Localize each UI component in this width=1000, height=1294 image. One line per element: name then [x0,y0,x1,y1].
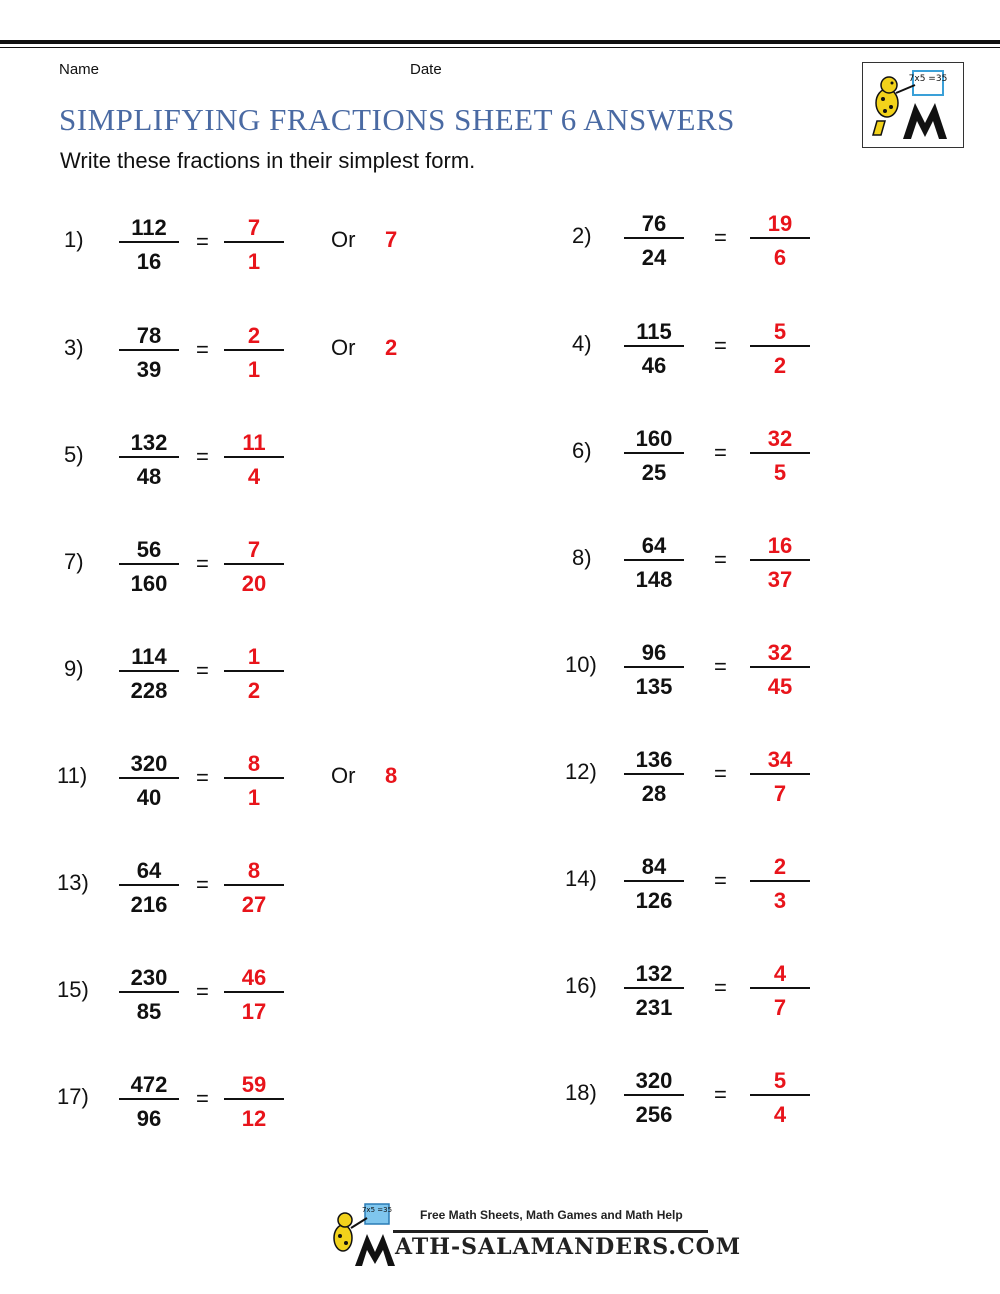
fraction-bar [224,1098,284,1100]
answer-denominator: 45 [767,674,793,699]
question-numerator: 320 [130,751,168,776]
footer-site-name: ATH-SALAMANDERS.COM [395,1234,742,1260]
answer-denominator: 4 [247,464,261,489]
fraction-bar [224,991,284,993]
fraction-bar [750,345,810,347]
fraction-bar [224,777,284,779]
question-numerator: 96 [641,640,667,665]
question-numerator: 115 [636,319,672,344]
question-numerator: 136 [635,747,673,772]
instruction-text: Write these fractions in their simplest form. [60,148,476,173]
fraction-bar [624,1094,684,1096]
answer-numerator: 8 [247,858,261,883]
answer-denominator: 2 [773,353,787,378]
answer-numerator: 2 [773,854,787,879]
equals-sign: = [714,547,727,572]
question-denominator: 28 [641,781,667,806]
fraction-bar [624,452,684,454]
fraction-bar [224,456,284,458]
answer-denominator: 3 [773,888,787,913]
question-numerator: 132 [130,430,168,455]
fraction-bar [624,987,684,989]
equals-sign: = [196,337,209,362]
answer-denominator: 1 [247,249,261,274]
problem-number: 18) [565,1080,597,1105]
top-rule-thick [0,40,1000,44]
problem-number: 10) [565,652,597,677]
question-denominator: 85 [136,999,162,1024]
fraction-bar [224,563,284,565]
fraction-bar [750,880,810,882]
footer-salamander-icon [325,1200,395,1270]
problem-number: 16) [565,973,597,998]
answer-numerator: 32 [767,426,793,451]
question-denominator: 231 [635,995,673,1020]
question-denominator: 96 [136,1106,162,1131]
question-numerator: 230 [130,965,168,990]
fraction-bar [119,670,179,672]
question-denominator: 216 [130,892,168,917]
question-numerator: 64 [641,533,667,558]
or-label: Or [331,335,356,360]
fraction-bar [624,237,684,239]
question-numerator: 132 [635,961,673,986]
answer-denominator: 27 [241,892,267,917]
date-label: Date [410,61,442,78]
footer-rule [393,1230,708,1233]
question-denominator: 46 [641,353,667,378]
equals-sign: = [714,975,727,1000]
answer-denominator: 7 [773,781,787,806]
question-numerator: 84 [641,854,667,879]
answer-numerator: 5 [773,1068,787,1093]
answer-numerator: 7 [247,537,261,562]
question-numerator: 320 [635,1068,673,1093]
question-numerator: 56 [136,537,162,562]
fraction-bar [750,452,810,454]
fraction-bar [750,1094,810,1096]
question-denominator: 25 [641,460,667,485]
answer-numerator: 32 [767,640,793,665]
problem-number: 14) [565,866,597,891]
problem-number: 5) [64,442,84,467]
fraction-bar [119,1098,179,1100]
fraction-bar [750,773,810,775]
fraction-bar [624,880,684,882]
equals-sign: = [196,658,209,683]
whole-number-answer: 2 [385,335,398,360]
equals-sign: = [196,765,209,790]
problem-number: 1) [64,227,84,252]
fraction-bar [224,884,284,886]
whole-number-answer: 8 [385,763,398,788]
equals-sign: = [714,654,727,679]
question-denominator: 16 [136,249,162,274]
question-numerator: 472 [130,1072,168,1097]
fraction-bar [119,777,179,779]
answer-denominator: 37 [767,567,793,592]
question-numerator: 78 [136,323,162,348]
fraction-bar [624,559,684,561]
question-numerator: 76 [641,211,667,236]
problem-number: 4) [572,331,592,356]
problem-number: 17) [57,1084,89,1109]
footer-tagline: Free Math Sheets, Math Games and Math Help [420,1208,683,1222]
answer-numerator: 59 [241,1072,267,1097]
question-denominator: 135 [635,674,673,699]
problem-number: 12) [565,759,597,784]
equals-sign: = [714,1082,727,1107]
salamander-logo [862,62,964,148]
answer-denominator: 1 [247,785,261,810]
fraction-bar [224,670,284,672]
fraction-bar [119,456,179,458]
answer-denominator: 4 [773,1102,787,1127]
answer-numerator: 1 [247,644,261,669]
whole-number-answer: 7 [385,227,398,252]
fraction-bar [624,666,684,668]
equals-sign: = [714,868,727,893]
equals-sign: = [196,551,209,576]
fraction-bar [119,991,179,993]
equals-sign: = [714,225,727,250]
answer-denominator: 6 [773,245,787,270]
or-label: Or [331,227,356,252]
fraction-bar [119,563,179,565]
footer-logo-board-text: 7x5 =35 [361,1206,393,1214]
equals-sign: = [196,229,209,254]
equals-sign: = [714,761,727,786]
fraction-bar [119,349,179,351]
problem-number: 8) [572,545,592,570]
fraction-bar [750,987,810,989]
question-denominator: 256 [635,1102,673,1127]
page-title: SIMPLIFYING FRACTIONS SHEET 6 ANSWERS [59,102,735,137]
answer-denominator: 17 [241,999,267,1024]
answer-numerator: 34 [767,747,793,772]
or-label: Or [331,763,356,788]
fraction-bar [224,349,284,351]
problem-number: 15) [57,977,89,1002]
fraction-bar [750,666,810,668]
fraction-bar [224,241,284,243]
fraction-bar [624,345,684,347]
fraction-bar [624,773,684,775]
equals-sign: = [196,444,209,469]
fraction-bar [750,559,810,561]
answer-denominator: 20 [241,571,267,596]
problem-number: 13) [57,870,89,895]
answer-numerator: 8 [247,751,261,776]
question-denominator: 148 [635,567,673,592]
problem-number: 9) [64,656,84,681]
answer-numerator: 46 [241,965,267,990]
fraction-bar [750,237,810,239]
question-denominator: 48 [136,464,162,489]
answer-numerator: 2 [247,323,261,348]
answer-denominator: 2 [247,678,261,703]
question-denominator: 228 [130,678,168,703]
problem-number: 6) [572,438,592,463]
equals-sign: = [196,1086,209,1111]
problem-number: 2) [572,223,592,248]
fraction-bar [119,241,179,243]
answer-numerator: 4 [773,961,787,986]
logo-board-text: 7x5 =35 [908,74,948,84]
equals-sign: = [196,872,209,897]
equals-sign: = [714,333,727,358]
answer-numerator: 5 [773,319,787,344]
footer-brand [325,1200,742,1270]
question-numerator: 64 [136,858,162,883]
answer-numerator: 16 [767,533,793,558]
problem-number: 3) [64,335,84,360]
question-numerator: 112 [131,215,167,240]
question-denominator: 39 [136,357,162,382]
answer-denominator: 7 [773,995,787,1020]
problem-number: 7) [64,549,84,574]
equals-sign: = [196,979,209,1004]
answer-numerator: 19 [767,211,793,236]
problem-number: 11) [57,763,88,788]
question-denominator: 160 [130,571,168,596]
answer-denominator: 1 [247,357,261,382]
top-rule-thin [0,47,1000,48]
answer-denominator: 12 [241,1106,267,1131]
fraction-bar [119,884,179,886]
answer-numerator: 11 [242,430,266,455]
question-denominator: 126 [635,888,673,913]
equals-sign: = [714,440,727,465]
question-numerator: 114 [131,644,167,669]
question-numerator: 160 [635,426,673,451]
question-denominator: 40 [136,785,162,810]
answer-denominator: 5 [773,460,787,485]
answer-numerator: 7 [247,215,261,240]
question-denominator: 24 [641,245,667,270]
name-label: Name [59,61,100,78]
